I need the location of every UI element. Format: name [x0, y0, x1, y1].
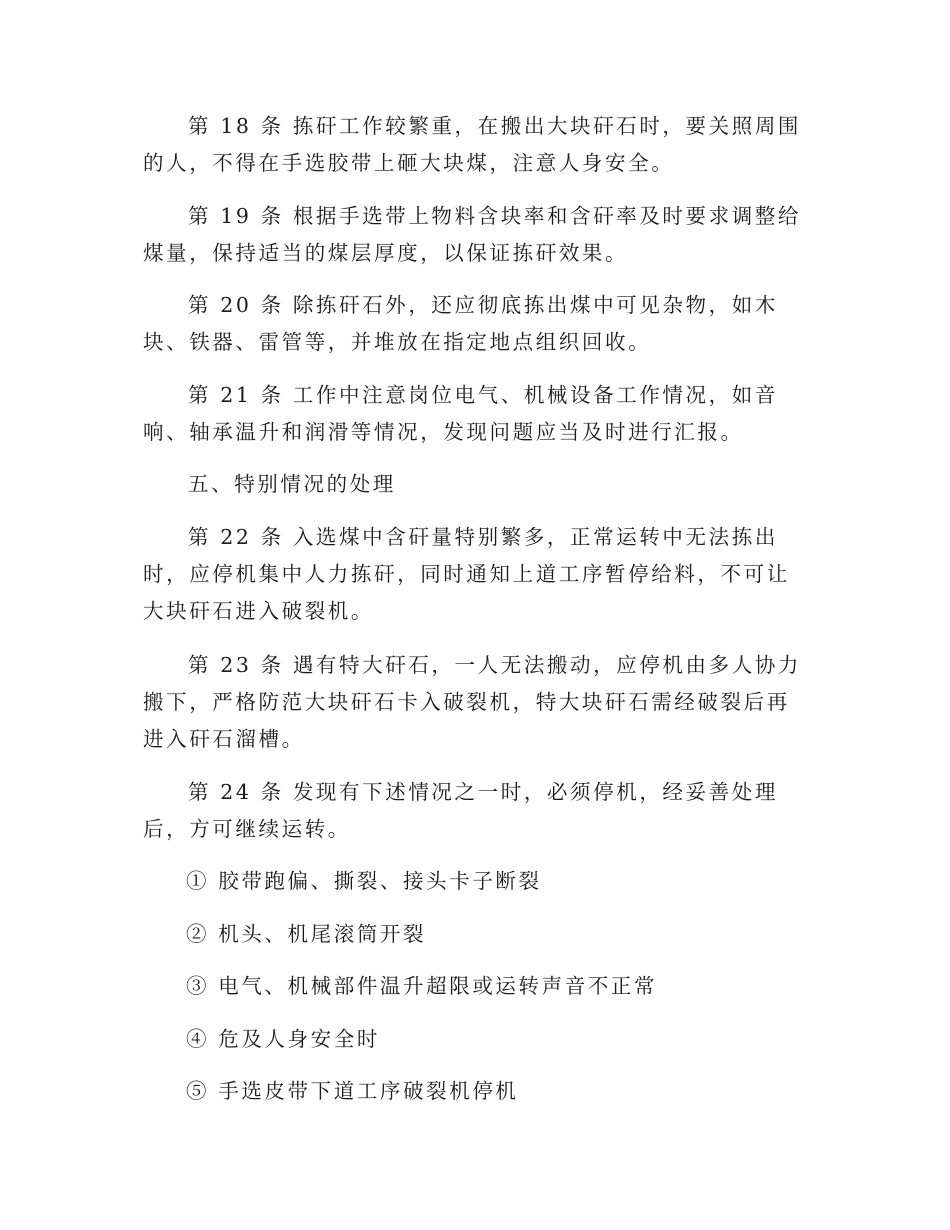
article-22-paragraph: 第 22 条 入选煤中含矸量特别繁多，正常运转中无法拣出时，应停机集中人力拣矸，同时通知上道工序暂停给料，不可让大块矸石进入破裂机。: [143, 525, 790, 623]
list-item: ① 胶带跑偏、撕裂、接头卡子断裂: [186, 869, 542, 893]
article-24-paragraph: 第 24 条 发现有下述情况之一时，必须停机，经妥善处理后，方可继续运转。: [143, 780, 778, 841]
section-heading: 五、特别情况的处理: [188, 472, 396, 496]
list-item: ③ 电气、机械部件温升超限或运转声音不正常: [186, 974, 658, 998]
article-21-paragraph: 第 21 条 工作中注意岗位电气、机械设备工作情况，如音响、轴承温升和润滑等情况，发现问题应当及时进行汇报。: [143, 383, 778, 444]
list-item: ⑤ 手选皮带下道工序破裂机停机: [186, 1079, 519, 1103]
article-23-paragraph: 第 23 条 遇有特大矸石，一人无法搬动，应停机由多人协力搬下，严格防范大块矸石卡入破裂机，特大块矸石需经破裂后再进入矸石溜槽。: [143, 653, 802, 751]
list-item: ② 机头、机尾滚筒开裂: [186, 922, 427, 946]
list-item: ④ 危及人身安全时: [186, 1027, 380, 1051]
article-20-paragraph: 第 20 条 除拣矸石外，还应彻底拣出煤中可见杂物，如木块、铁器、雷管等，并堆放在指定地点组织回收。: [143, 293, 778, 354]
article-18-paragraph: 第 18 条 拣矸工作较繁重，在搬出大块矸石时，要关照周围的人，不得在手选胶带上砸大块煤，注意人身安全。: [143, 114, 802, 175]
article-19-paragraph: 第 19 条 根据手选带上物料含块率和含矸率及时要求调整给煤量，保持适当的煤层厚度，以保证拣矸效果。: [143, 204, 802, 265]
